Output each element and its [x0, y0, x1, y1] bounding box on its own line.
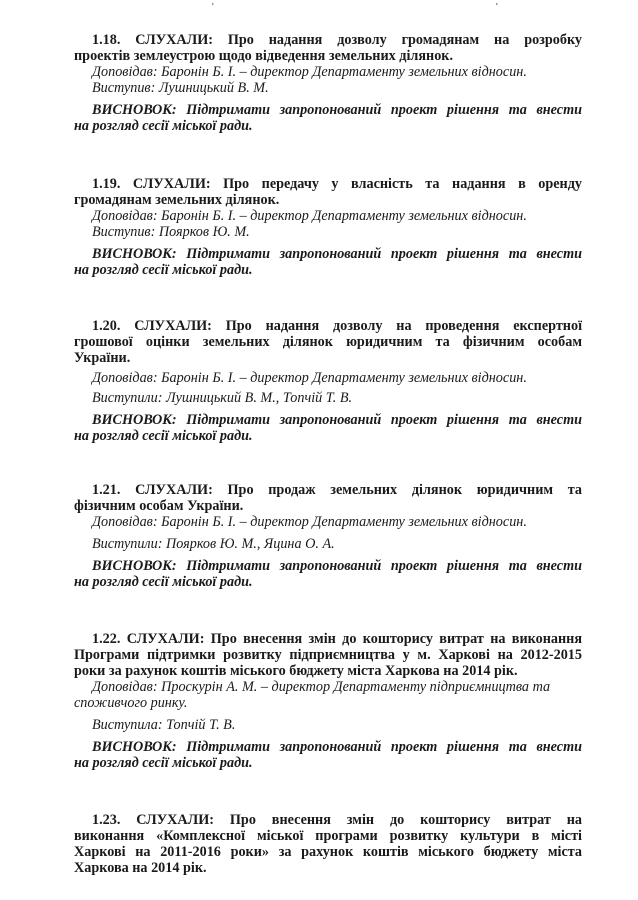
agenda-item-1-19 — [74, 176, 582, 278]
conclusion-label: ВИСНОВОК: — [92, 739, 177, 755]
item-heading — [74, 812, 582, 828]
item-subject-cont: проектів землеустрою щодо відведення земельних ділянок. — [74, 48, 454, 64]
item-subject-cont: грошової оцінки земельних ділянок юридичним та фізичним особам — [74, 334, 582, 350]
item-subject: Про продаж земельних ділянок юридичним та — [227, 482, 582, 498]
agenda-item-1-22 — [74, 631, 582, 771]
reporter-line: Доповідав: Баронін Б. І. – директор Департаменту земельних відносин. — [92, 514, 527, 530]
item-subject-cont: Харкова на 2014 рік. — [74, 860, 207, 876]
reporter-line: Доповідав: Баронін Б. І. – директор Департаменту земельних відносин. — [92, 64, 527, 80]
heard-label: СЛУХАЛИ: — [135, 482, 213, 498]
item-subject-cont: роки за рахунок коштів міського бюджету міста Харкова на 2014 рік. — [74, 663, 518, 679]
item-subject-cont: Харкові на 2011-2016 роки» за рахунок коштів міського бюджету міста — [74, 844, 582, 860]
item-heading — [74, 482, 582, 498]
conclusion — [74, 558, 582, 574]
item-subject-cont: Програми підтримки розвитку підприємництва у м. Харкові на 2012-2015 — [74, 647, 582, 663]
heard-label: СЛУХАЛИ: — [134, 318, 212, 334]
conclusion-text: Підтримати запропонований проект рішення та внести — [186, 558, 583, 574]
conclusion-label: ВИСНОВОК: — [92, 412, 177, 428]
item-number: 1.18. — [92, 32, 121, 48]
item-number: 1.23. — [92, 812, 121, 828]
item-subject-cont: фізичним особам України. — [74, 498, 244, 514]
reporter-line: Доповідав: Баронін Б. І. – директор Департаменту земельних відносин. — [92, 370, 527, 386]
speakers-line: Виступили: Поярков Ю. М., Яцина О. А. — [92, 536, 335, 552]
speakers-line: Виступили: Лушницький В. М., Топчій Т. В. — [92, 390, 353, 406]
conclusion-text: Підтримати запропонований проект рішення та внести — [186, 246, 583, 262]
heard-label: СЛУХАЛИ: — [126, 631, 205, 647]
item-number: 1.20. — [92, 318, 121, 334]
scan-mark: ' — [212, 2, 214, 13]
speakers-line: Виступив: Лушницький В. М. — [92, 80, 269, 96]
item-number: 1.19. — [92, 176, 121, 192]
conclusion-label: ВИСНОВОК: — [92, 102, 177, 118]
conclusion-text-cont: на розгляд сесії міської ради. — [74, 755, 253, 771]
item-subject-cont: виконання «Комплексної міської програми розвитку культури в місті — [74, 828, 582, 844]
conclusion — [74, 246, 582, 262]
conclusion-label: ВИСНОВОК: — [92, 558, 177, 574]
reporter-line: Доповідав: Баронін Б. І. – директор Департаменту земельних відносин. — [92, 208, 527, 224]
item-number: 1.21. — [92, 482, 121, 498]
item-subject: Про внесення змін до кошторису витрат на виконання — [210, 631, 583, 647]
item-subject: Про передачу у власність та надання в оренду — [223, 176, 582, 192]
conclusion — [74, 102, 582, 118]
reporter-line-cont: споживчого ринку. — [74, 695, 188, 711]
conclusion-text-cont: на розгляд сесії міської ради. — [74, 118, 253, 134]
reporter-line: Доповідав: Проскурін А. М. – директор Департаменту підприємництва та — [92, 679, 551, 695]
heard-label: СЛУХАЛИ: — [135, 32, 213, 48]
speakers-line: Виступила: Топчій Т. В. — [92, 717, 236, 733]
scan-mark: ' — [496, 2, 498, 13]
speakers-line: Виступив: Поярков Ю. М. — [92, 224, 250, 240]
agenda-item-1-20 — [74, 318, 582, 444]
item-number: 1.22. — [92, 631, 121, 647]
conclusion — [74, 739, 582, 755]
conclusion-text-cont: на розгляд сесії міської ради. — [74, 428, 253, 444]
item-subject: Про внесення змін до кошторису витрат на — [229, 812, 582, 828]
heard-label: СЛУХАЛИ: — [136, 812, 214, 828]
item-subject-cont: України. — [74, 350, 131, 366]
conclusion-text: Підтримати запропонований проект рішення та внести — [186, 102, 583, 118]
heard-label: СЛУХАЛИ: — [132, 176, 211, 192]
item-subject: Про надання дозволу на проведення експертної — [225, 318, 583, 334]
item-heading — [74, 176, 582, 192]
agenda-item-1-23 — [74, 812, 582, 876]
conclusion-text: Підтримати запропонований проект рішення та внести — [186, 739, 583, 755]
conclusion-text-cont: на розгляд сесії міської ради. — [74, 262, 253, 278]
conclusion-text-cont: на розгляд сесії міської ради. — [74, 574, 253, 590]
item-heading — [74, 32, 582, 48]
agenda-item-1-21 — [74, 482, 582, 590]
conclusion-label: ВИСНОВОК: — [92, 246, 177, 262]
conclusion — [74, 412, 582, 428]
item-subject: Про надання дозволу громадянам на розробку — [227, 32, 583, 48]
item-subject-cont: громадянам земельних ділянок. — [74, 192, 280, 208]
conclusion-text: Підтримати запропонований проект рішення та внести — [186, 412, 583, 428]
agenda-item-1-18 — [74, 32, 582, 134]
item-heading — [74, 318, 582, 334]
item-heading — [74, 631, 582, 647]
